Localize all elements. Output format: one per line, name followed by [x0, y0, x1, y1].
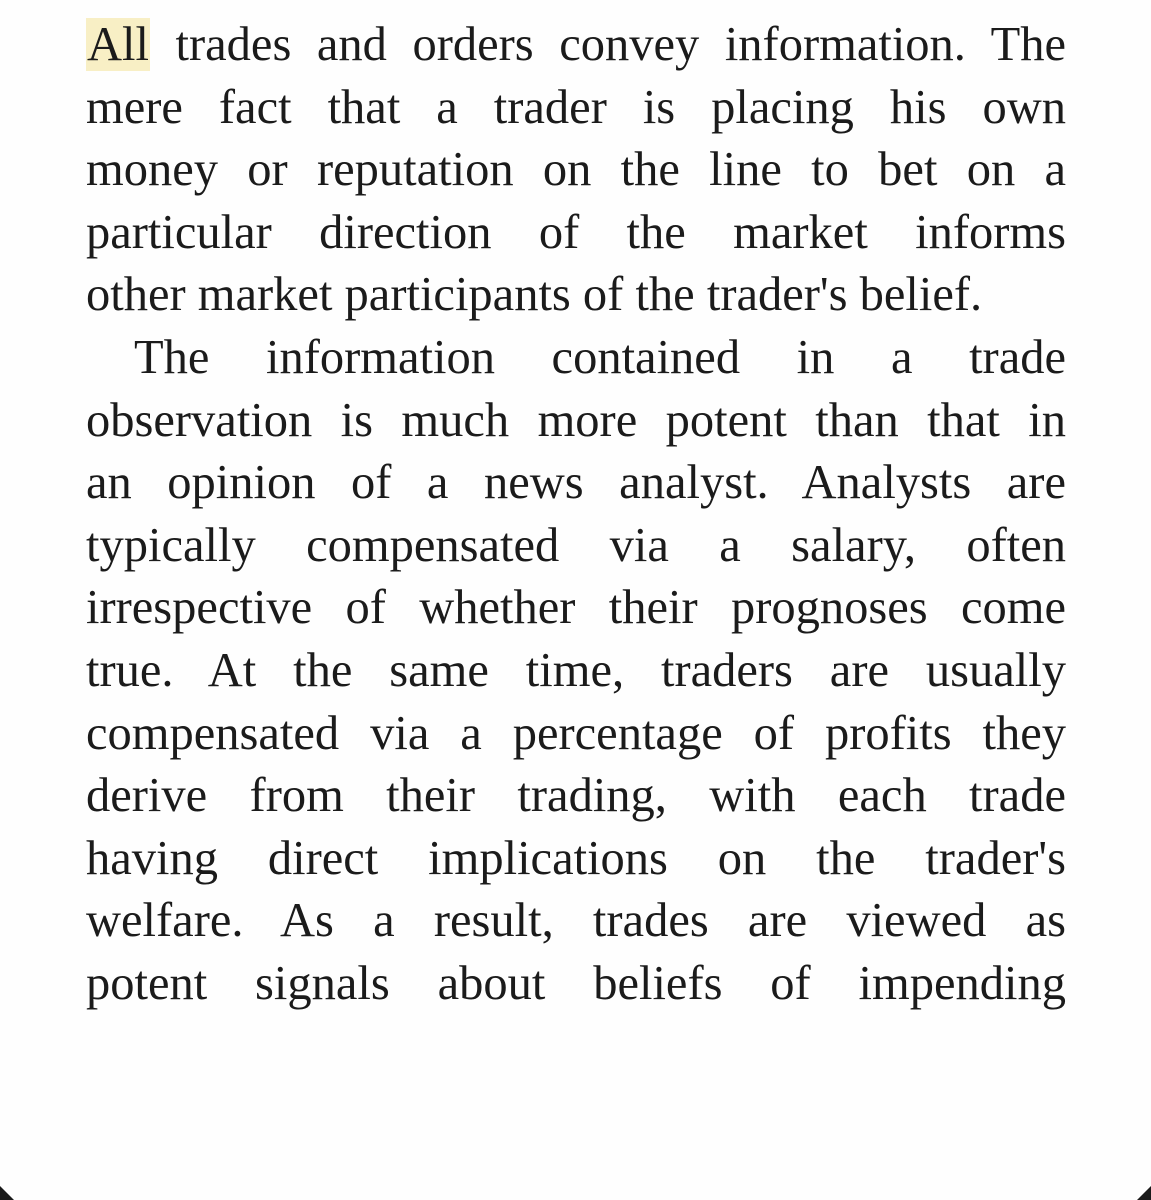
text-line: welfare. As a result, trades are viewed as: [86, 894, 1066, 948]
text-line: particular direction of the market informs: [86, 205, 1066, 259]
screen-corner-right: [1137, 1186, 1151, 1200]
text-line: observation is much more potent than that in: [86, 393, 1066, 447]
text-line: irrespective of whether their prognoses come: [86, 581, 1066, 635]
book-text: [86, 14, 1066, 1016]
text-line: typically compensated via a salary, often: [86, 518, 1066, 572]
screen-corner-left: [0, 1186, 14, 1200]
text-line: potent signals about beliefs of impending: [86, 956, 1066, 1010]
text-line: [86, 14, 1066, 77]
text-line: other market participants of the trader's belief.: [86, 268, 983, 322]
text-line: money or reputation on the line to bet on a: [86, 143, 1066, 197]
text-line-rest: trades and orders convey information. The: [149, 18, 1066, 71]
text-line: derive from their trading, with each trade: [86, 769, 1066, 823]
text-line: The information contained in a trade: [134, 330, 1066, 384]
text-line: true. At the same time, traders are usually: [86, 643, 1066, 697]
text-line: an opinion of a news analyst. Analysts are: [86, 456, 1066, 510]
highlighted-word[interactable]: All: [87, 18, 149, 71]
text-line: mere fact that a trader is placing his own: [86, 80, 1066, 134]
text-line: compensated via a percentage of profits they: [86, 706, 1066, 760]
text-line: having direct implications on the trader's: [86, 831, 1066, 885]
